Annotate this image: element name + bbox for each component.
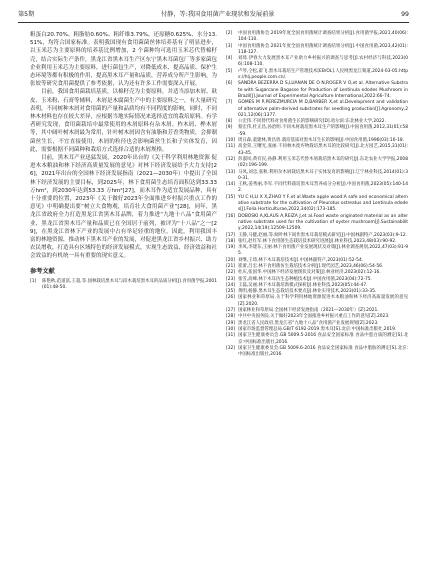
reference-text: GOMES M P,PEREZMURCIA M D,BARBER X,et al.Development and validation of alternative palm-derived substrates for seedling production[J].Agronomy,2021,12(06):1377.	[238, 100, 408, 118]
reference-text: 王磊,吴丽.林下木耳栽培新模式探析[J].林业科技,2023(05):44-47.	[238, 282, 368, 288]
reference-number: [2]	[226, 31, 233, 36]
reference-entry	[226, 125, 408, 138]
reference-number: [13]	[226, 169, 236, 175]
reference-number: [32]	[226, 345, 236, 351]
reference-text: 国家林业和草原局.关于科学利用林地资源促进木本粮油和林下经济高质量发展的意见[Z].2020.	[238, 295, 408, 307]
reference-text: 中国食用菌协会.2019年度全国食用菌统计调查结果分析[J].食用菌学报,2021,40(06):104-110.	[238, 31, 408, 43]
reference-entry	[30, 279, 217, 292]
reference-text: 张雪,高峰.林下木耳仿生态种植技术[J].中国食用菌,2023(04):72-75.	[238, 276, 372, 282]
reference-number: [1]	[30, 278, 37, 284]
reference-number: [26]	[226, 295, 236, 301]
reference-text: 刘琦.伊春大力发展黑木耳产业助力乡村振兴的调查与思考[J].农村经济与科技,2023(06):108-110.	[238, 56, 408, 68]
reference-text: 刘继,王琦.林下木耳栽培技术[J].中国林副特产,2023(01):52-54.	[238, 257, 364, 263]
reference-text: SANDRA BEZERRA D S,LUANAN DE O N,ROGER V O,et al. Alternative Substrate with Sugarcane Bagasse for Production of Lentinula edodes Mushroom in Brazil[J].Journal of Experimental Agriculture International,2022:66-74.	[238, 81, 408, 99]
body-paragraph: 目前，黑木耳产业迅猛发展，2020年出台的《关于科学利用林地资源 促进木本粮油和林下经济高质量发展的意见》对林下经济发展给予大力支持[26]，2021年出台的全国林下经济发展指南（2021—2030年）中提出了全国林下经济发展的主要目标，到2025年，林下食用菌生态培育面积达到33.33 万hm²，到2030年达到53.33 万hm²[27]，而木耳作为适宜发展品种，具有十分重要的位置，2023年《关于做好2023年全面推进乡村振兴重点工作的意见》中明确提出要“树立大食物观，培育壮大食用菌产业”[28]，同年，黑龙江省政府全力打造黑龙江省黑木耳品牌，着力推进“九地十八品”食用菌产业，黑龙江省黑木耳产量和品质已在全国居于前列，被评为“十八品”之一[29]，在黑龙江省林下产业的发展中占有举足轻重的地位，因此，利用我国丰富的林地资源，推动林下黑木耳产业的发展，对促进黑龙江省乡村振兴、助力农民增收，打造具有区域特色的经济发展模式，实现生态效益、经济效益和社会效益的有机统一具有重要的现实意义。	[30, 155, 218, 260]
reference-text: 国家卫生健康委员会.GB 5009.5-2016 食品安全国家标准 食品中蛋白质的测定[S].北京:中国标准出版社,2016.	[238, 333, 408, 345]
reference-number: [28]	[226, 314, 236, 320]
reference-number: [16]	[226, 213, 236, 219]
reference-text: 黑龙江省人民政府.黑龙江省“九地十八品”食用菌产业发展规划[Z].2023.	[238, 320, 379, 326]
reference-number: [5]	[226, 68, 233, 74]
reference-text: 王静,马健,赵丽,等.阔叶林下间作黑木耳栽培模式研究[J].中国林副特产,2023(03):9-12.	[238, 232, 408, 238]
reference-text: 彭淑凤,黄有民,孙静.利用玉米芯代替木屑栽培黑木耳的研究[J].东北农业大学学报,2008(02):196-199.	[238, 156, 408, 169]
reference-number: [23]	[226, 276, 236, 282]
reference-number: [10]	[226, 138, 236, 144]
reference-number: [29]	[226, 320, 236, 326]
reference-number: [11]	[226, 144, 236, 150]
reference-text: 卢琴,仝松,翟飞.黑木耳栽培生产管理技术[EB/OL].人民网黑龙江频道,2024-03-05.https://hlj.people.com.cn/.	[238, 68, 408, 81]
reference-number: [22]	[226, 270, 236, 276]
reference-text: 陈艳秋,范道富,王超,等.园林栽培黑木耳与段木栽培黑木耳的品质分析[J].食用菌学报,2001(01):48-50.	[42, 278, 217, 290]
body-paragraph: 粗蛋白20.70%、粗脂肪0.60%、粗纤维3.79%、还原糖0.625%、水分13.51%，均符合国家标准。表明我国现有食用菌菌丝体培养基有了明显进步，以玉米芯为主要原料的培养基比例增加，2 个菌种均可选用玉米芯代替棉籽壳，结合实际生产条件，黑龙江省黑木耳生产区东宁黑木耳菌包厂等多家菌包企业利用玉米芯为主要原料，进行菌包生产，对降低成本、提高品质、保护生态环境等都有积极的作用，提高黑木耳产量和品质，营养成分所产生影响，为张姣等研究食用菌提供了参考依据，认为还有许多工作需要深入开展。	[30, 32, 218, 88]
running-header	[18, 9, 409, 21]
reference-number: [18]	[226, 238, 236, 244]
reference-entry	[226, 69, 408, 82]
reference-text: 王秋,姜秀丽,李军.不同代料栽培黑木耳营养成分分析[J].中国食用菌,2023(05):140-142.	[238, 182, 408, 194]
reference-number: [17]	[226, 232, 236, 238]
left-column	[30, 31, 217, 291]
running-title: 付静，等:我国食用菌产业现状和发展前景	[160, 11, 275, 18]
reference-entry	[226, 182, 408, 195]
reference-entry	[226, 31, 408, 44]
reference-text: 李凤,李建东,王丽.林下食用菌产业发展现状及对策[J].林业调查规划,2022,47(03):91-95.	[238, 245, 408, 257]
reference-number: [20]	[226, 257, 236, 263]
reference-number: [14]	[226, 182, 236, 188]
reference-number: [24]	[226, 282, 236, 288]
reference-entry	[226, 81, 408, 100]
reference-number: [30]	[226, 326, 236, 332]
reference-entry	[226, 144, 408, 157]
page-number: 99	[401, 11, 409, 18]
reference-text: 中共中央国务院.关于做好2023年全面推进乡村振兴重点工作的意见[Z].2023.	[238, 314, 390, 320]
right-column	[226, 31, 408, 358]
reference-entry	[226, 346, 408, 359]
reference-text: 张红,赵红军.林下食用菌生态栽培技术研究进展[J].林业科技,2023,48(03):90-92.	[238, 238, 397, 244]
reference-number: [7]	[226, 100, 233, 106]
reference-number: [8]	[226, 119, 233, 125]
references-list-left	[30, 279, 217, 292]
reference-entry	[226, 157, 408, 170]
reference-text: 国家市场监督管理总局.GB/T 6192-2019 黑木耳[S].北京:中国标准出版社,2019.	[238, 326, 397, 332]
issue-label: 第5期	[18, 11, 35, 18]
reference-entry	[226, 295, 408, 308]
reference-number: [31]	[226, 333, 236, 339]
reference-entry	[226, 214, 408, 233]
reference-entry	[226, 44, 408, 57]
reference-text: 黄明,杨静.黑木耳生态栽培技术要点[J].林业实用技术,2023(01):33-35.	[238, 289, 377, 295]
reference-text: 马凤,刘忠,张秋.利用杂木屑栽培黑木耳子实体发育的影响[J].辽宁林业科技,2014(01):30-31.	[238, 169, 408, 181]
references-heading: 参考文献	[30, 267, 55, 275]
reference-entry	[226, 56, 408, 69]
reference-text: 崔蕾,吕宏.林下食用菌仿生栽培技术分析[J].现代园艺,2023,46(06):54-56.	[238, 263, 384, 269]
reference-text: 公宏伟.不同替代料对食用菌生长的影响研究[D].哈尔滨:东北林业大学,2022.	[238, 119, 386, 125]
reference-number: [6]	[226, 81, 233, 87]
reference-text: 蔡宏伟,杜正昌,孙治明.不同木屑栽培黑木耳生产的影响[J].中国食用菌,2012,31(01):58-59.	[238, 125, 408, 137]
reference-text: 中国食用菌协会.2021年度全国食用菌统计调查结果分析[J].中国食用菌,2023,42(01):118-127.	[238, 43, 408, 55]
reference-number: [19]	[226, 245, 236, 251]
reference-text: DOBOSKI A,KLAUS A,REIZA J,et al.Food waste originated material as an alternative substrate used for the cultivation of oyster mushroom[J].Sustainability,2022,14(19):12509-12509.	[238, 213, 408, 232]
reference-number: [25]	[226, 289, 236, 295]
reference-number: [15]	[226, 194, 236, 200]
reference-entry	[226, 170, 408, 183]
header-rule	[18, 22, 409, 23]
reference-entry	[226, 100, 408, 119]
reference-entry	[226, 333, 408, 346]
reference-entry	[226, 195, 408, 214]
reference-text: 高金荣,王曙光,张丽.不同林木废弃物栽培黑木耳的比较研究[J].北方园艺,2015,31(01):43-45.	[238, 144, 408, 156]
reference-text: YU C H,LI X X,ZHAO Y F,et al.Waste apple wood:A safe and economical alternative substrate for the cultivation of Pleurotus ostreatus and Lentinula edodes[J].Folia Horticulturae,2022,34(02):173-185.	[238, 194, 408, 213]
reference-text: 杜庆,张国华.中国林下经济发展现状及对策[J].林业经济,2023(02):12-16.	[238, 270, 381, 276]
body-paragraph: 目前，我国食用菌栽培基质，以棉籽壳为主要原料，并适当添加木屑、麸皮、玉米粉、石膏等辅料，木屑是木腐菌生产中的主要原料之一，有大量研究表明，不同树种木屑对食用菌的产量和品质均有不同程度的影响，同时，不同林木材料也存在较大差异，应根据当地实际情况来选择适宜的栽培原料。有学者研究发现，食用菌栽培中最常使用的木屑原料有杂木屑、柞木屑、桦木屑等，其中阔叶树木屑最为常用，针叶树木屑因含有油脂和芳香类物质，会抑制菌丝生长，不宜直接使用，木屑的粒径也会影响菌丝生长和子实体发育，因此，需要根据不同菌种和栽培方式选择合适的木屑规格。	[30, 89, 218, 153]
reference-number: [3]	[226, 43, 233, 49]
reference-entry	[226, 245, 408, 258]
reference-number: [12]	[226, 156, 236, 162]
reference-text: 国家卫生健康委员会.GB 5009.6-2016 食品安全国家标准 食品中脂肪的测定[S].北京:中国标准出版社,2016.	[238, 345, 408, 358]
reference-number: [9]	[226, 125, 233, 131]
references-list-right	[226, 31, 408, 358]
reference-number: [27]	[226, 308, 236, 314]
reference-number: [21]	[226, 263, 236, 269]
reference-text: 周日森,童建林,黄昌勇.栽培基质对黑木耳生长的影响[J].中国食用菌,1996(03):16-18.	[238, 138, 405, 144]
reference-number: [4]	[226, 56, 233, 62]
reference-text: 国家林业和草原局.全国林下经济发展指南（2021—2030年）[Z].2021.	[238, 308, 379, 314]
